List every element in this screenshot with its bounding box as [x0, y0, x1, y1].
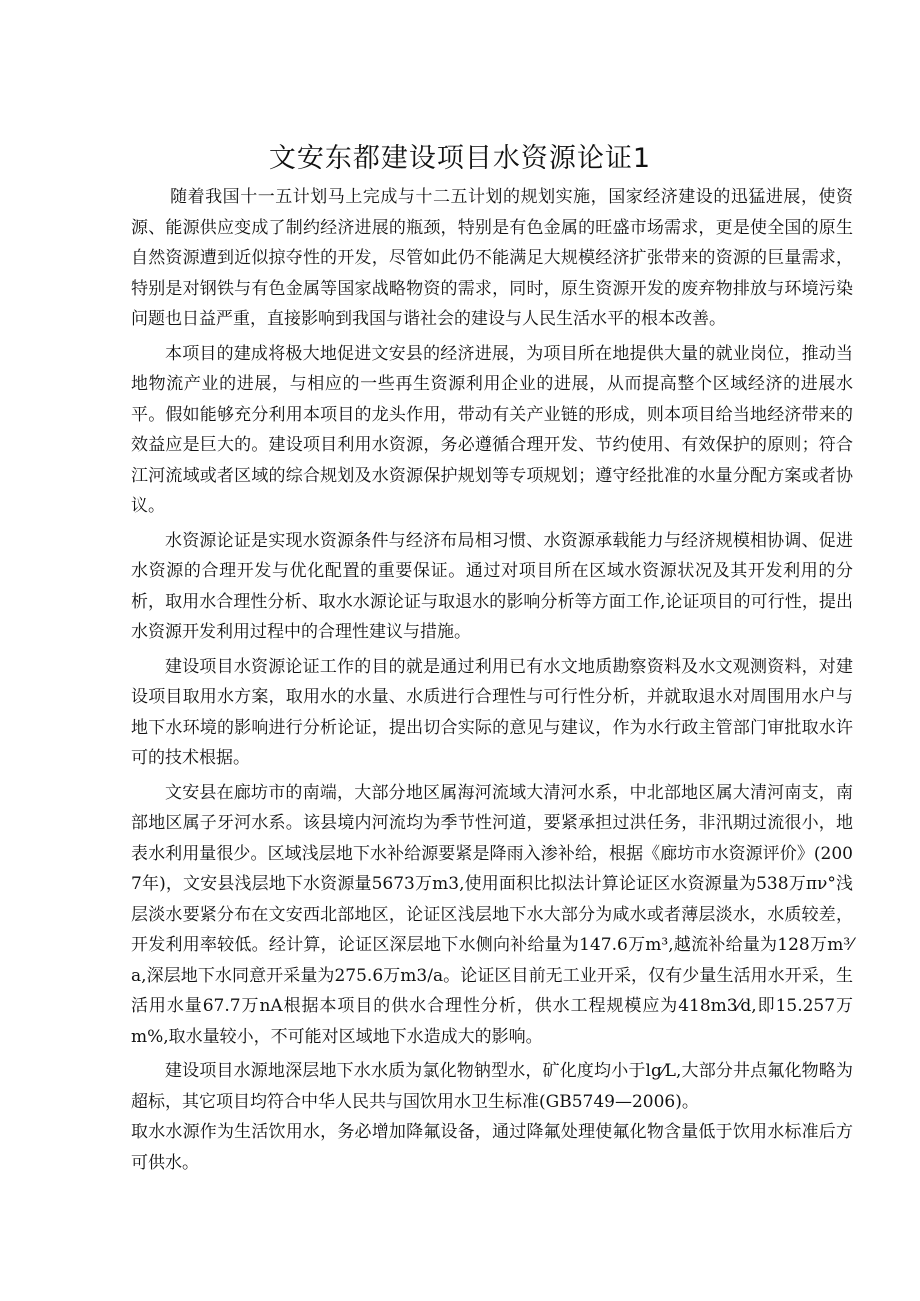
- paragraph-water-quality: 建设项目水源地深层地下水水质为氯化物钠型水，矿化度均小于lg⁄L,大部分井点氟化物略为超标，其它项目均符合中华人民共与国饮用水卫生标准(GB5749—2006)。: [131, 1061, 853, 1112]
- paragraph-project-benefits: 本项目的建成将极大地促进文安县的经济进展，为项目所在地提供大量的就业岗位，推动当地物流产业的进展，与相应的一些再生资源利用企业的进展，从而提高整个区域经济的进展水平。假如能够充分利用本项目的龙头作用，带动有关产业链的形成，则本项目给当地经济带来的效益应是巨大的。建设项目利用水资源，务必遵循合理开发、节约使用、有效保护的原则；符合江河流域或者区域的综合规划及水资源保护规划等专项规划；遵守经批准的水量分配方案或者协议。: [131, 343, 853, 516]
- paragraph-work-objective: 建设项目水资源论证工作的目的就是通过利用已有水文地质勘察资料及水文观测资料，对建设项目取用水方案，取用水的水量、水质进行合理性与可行性分析，并就取退水对周围用水户与地下水环境的影响进行分析论证，提出切合实际的意见与建议，作为水行政主管部门审批取水许可的技术根据。: [131, 656, 853, 768]
- paragraph-background: 随着我国十一五计划马上完成与十二五计划的规划实施，国家经济建设的迅猛进展，使资源、能源供应变成了制约经济进展的瓶颈，特别是有色金属的旺盛市场需求，更是使全国的原生自然资源遭到近似掠夺性的开发，尽管如此仍不能满足大规模经济扩张带来的资源的巨量需求，特别是对钢铁与有色金属等国家战略物资的需求，同时，原生资源开发的废弃物排放与环境污染问题也日益严重，直接影响到我国与谐社会的建设与人民生活水平的根本改善。: [131, 187, 853, 329]
- document-body: [131, 182, 853, 1182]
- paragraph-treatment-requirement: 取水水源作为生活饮用水，务必增加降氟设备，通过降氟处理使氟化物含量低于饮用水标准后方可供水。: [131, 1122, 853, 1173]
- document-title: 文安东都建设项目水资源论证1: [268, 143, 652, 174]
- paragraph-regional-hydrology: 文安县在廊坊市的南端，大部分地区属海河流域大清河水系，中北部地区属大清河南支，南部地区属子牙河水系。该县境内河流均为季节性河道，要紧承担过洪任务，非汛期过流很小，地表水利用量很少。区域浅层地下水补给源要紧是降雨入渗补给，根据《廊坊市水资源评价》(2007年)，文安县浅层地下水资源量5673万m3,使用面积比拟法计算论证区水资源量为538万πν°浅层淡水要紧分布在文安西北部地区，论证区浅层地下水大部分为咸水或者薄层淡水，水质较差，开发利用率较低。经计算，论证区深层地下水侧向补给量为147.6万m³,越流补给量为128万m³⁄a,深层地下水同意开采量为275.6万m3/a。论证区目前无工业开采，仅有少量生活用水开采，生活用水量67.7万nA根据本项目的供水合理性分析，供水工程规模应为418m3⁄d,即15.257万m%,取水量较小，不可能对区域地下水造成大的影响。: [131, 782, 853, 1047]
- paragraph-demonstration-purpose: 水资源论证是实现水资源条件与经济布局相习惯、水资源承载能力与经济规模相协调、促进水资源的合理开发与优化配置的重要保证。通过对项目所在区域水资源状况及其开发利用的分析，取用水合理性分析、取水水源论证与取退水的影响分析等方面工作,论证项目的可行性，提出水资源开发利用过程中的合理性建议与措施。: [131, 530, 853, 642]
